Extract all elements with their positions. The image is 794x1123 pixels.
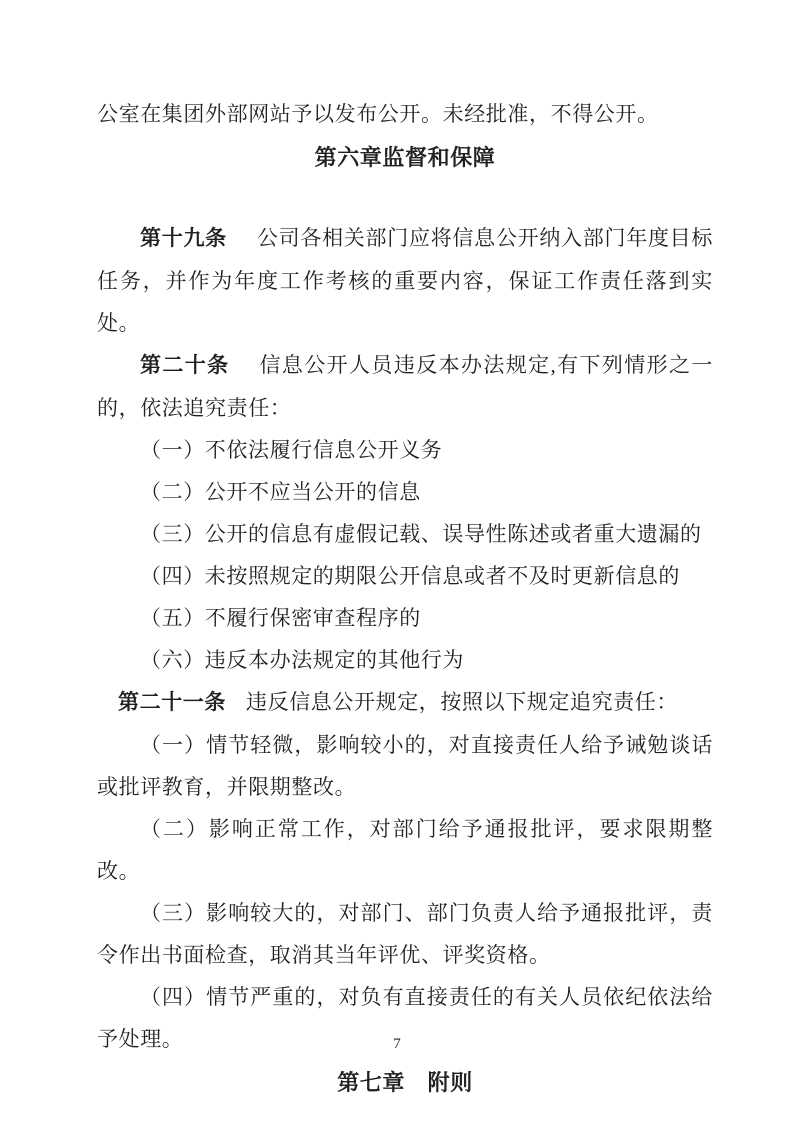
article-21-item-1: （一）情节轻微，影响较小的，对直接责任人给予诫勉谈话或批评教育，并限期整改。 — [97, 733, 713, 799]
article-19-text: 公司各相关部门应将信息公开纳入部门年度目标任务，并作为年度工作考核的重要内容，保证工作责任落到实处。 — [97, 226, 713, 335]
article-20-paragraph — [97, 344, 713, 429]
article-20-number: 第二十条 — [140, 354, 230, 377]
article-20-item-1: （一）不依法履行信息公开义务 — [140, 438, 443, 462]
article-20-item-5: （五）不履行保密审查程序的 — [140, 606, 421, 630]
page-number: 7 — [393, 1036, 401, 1052]
article-19-number: 第十九条 — [140, 227, 227, 250]
chapter-seven-heading: 第七章 附则 — [337, 1070, 473, 1095]
article-21-paragraph — [97, 681, 713, 724]
article-21-text: 违反信息公开规定，按照以下规定追究责任： — [246, 690, 678, 714]
article-21-item-2: （二）影响正常工作，对部门给予通报批评，要求限期整改。 — [97, 817, 713, 883]
article-20-item-4: （四）未按照规定的期限公开信息或者不及时更新信息的 — [140, 564, 680, 588]
article-20-item-2: （二）公开不应当公开的信息 — [140, 480, 421, 504]
article-21-item-3: （三）影响较大的，对部门、部门负责人给予通报批评，责令作出书面检查，取消其当年评优、评奖资格。 — [97, 901, 713, 967]
article-20-item-3: （三）公开的信息有虚假记载、误导性陈述或者重大遗漏的 — [140, 522, 702, 546]
article-21-item-4: （四）情节严重的，对负有直接责任的有关人员依纪依法给予处理。 — [97, 985, 713, 1051]
article-20-item-6: （六）违反本办法规定的其他行为 — [140, 648, 464, 672]
article-21-number: 第二十一条 — [118, 691, 226, 714]
article-20-text: 信息公开人员违反本办法规定,有下列情形之一的，依法追究责任： — [97, 353, 713, 420]
article-19-paragraph — [97, 217, 713, 344]
chapter-six-heading: 第六章监督和保障 — [314, 145, 496, 170]
lead-paragraph: 公室在集团外部网站予以发布公开。未经批准，不得公开。 — [97, 102, 659, 126]
